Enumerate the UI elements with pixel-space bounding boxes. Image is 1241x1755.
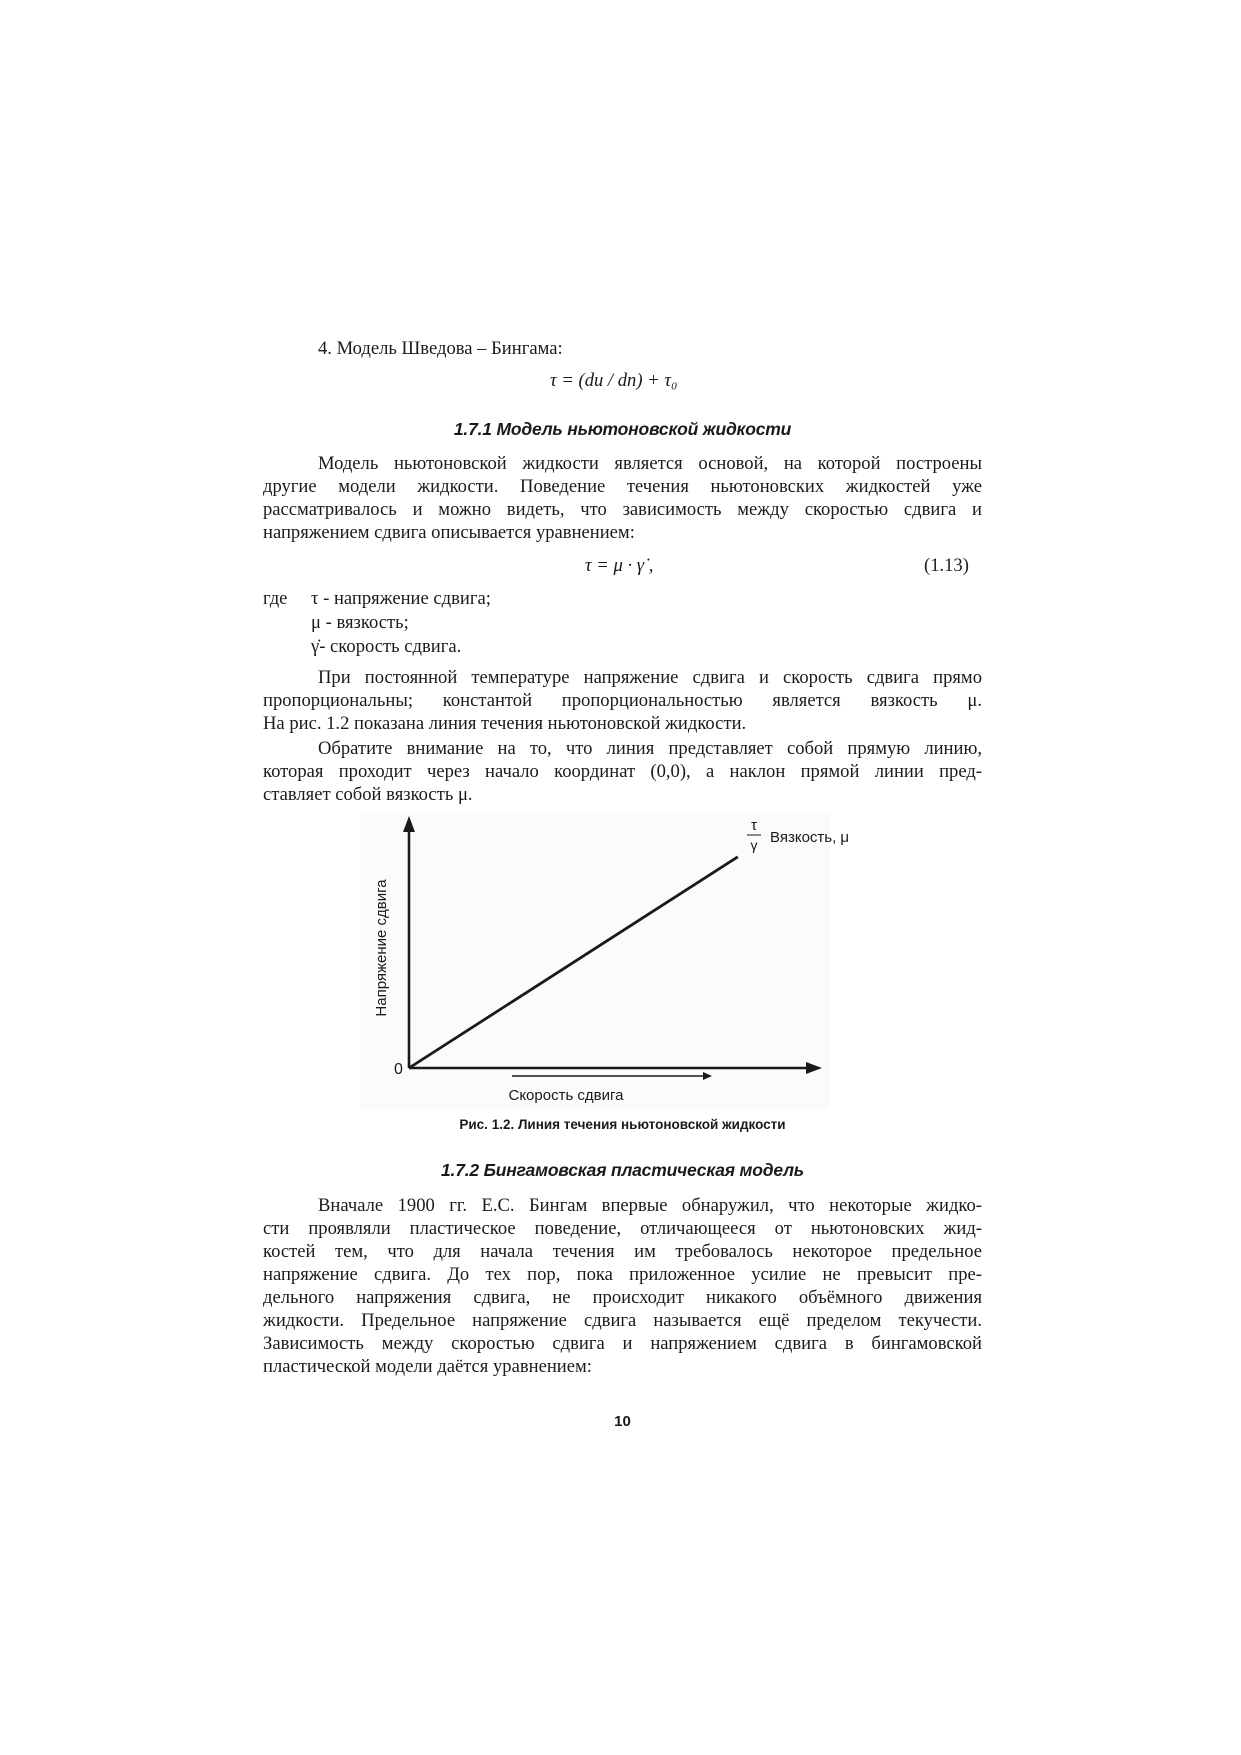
slope-numerator: τ	[751, 817, 757, 834]
text-line: На рис. 1.2 показана линия течения ньютоновской жидкости.	[263, 713, 747, 734]
section1-para2	[263, 666, 982, 735]
definition-tau: τ - напряжение сдвига;	[311, 588, 491, 609]
y-axis-label: Напряжение сдвига	[373, 879, 390, 1017]
text-line: При постоянной температуре напряжение сдвига и скорость сдвига прямо	[318, 667, 982, 688]
text-line: напряжение сдвига. До тех пор, пока приложенное усилие не превысит пре-	[263, 1264, 982, 1285]
text-line: напряжением сдвига описывается уравнением:	[263, 522, 635, 543]
text-line: которая проходит через начало координат (0,0), а наклон прямой линии пред-	[263, 761, 982, 782]
section1-para1	[263, 452, 982, 544]
equation-1-13: τ = μ · γ̇ ,	[585, 555, 654, 576]
text-line: пластической модели даётся уравнением:	[263, 1356, 592, 1377]
text-line: рассматривалось и можно видеть, что зависимость между скоростью сдвига и	[263, 499, 982, 520]
text-line: Вначале 1900 гг. Е.С. Бингам впервые обнаружил, что некоторые жидко-	[318, 1195, 982, 1216]
model4-formula: τ = (du / dn) + τ₀	[550, 370, 678, 391]
text-line: дельного напряжения сдвига, не происходит никакого объёмного движения	[263, 1287, 982, 1308]
text-line: жидкости. Предельное напряжение сдвига называется ещё пределом текучести.	[263, 1310, 982, 1331]
chart-background	[360, 812, 830, 1110]
x-axis-label: Скорость сдвига	[508, 1087, 624, 1104]
newtonian-flow-chart	[360, 812, 850, 1110]
definition-gamma: γ̇- скорость сдвига.	[311, 636, 462, 657]
figure-caption: Рис. 1.2. Линия течения ньютоновской жидкости	[459, 1117, 786, 1132]
page-number: 10	[614, 1413, 631, 1430]
where-label: где	[263, 588, 288, 609]
section1-para3	[263, 737, 982, 806]
section2-para1	[263, 1194, 982, 1378]
origin-label: 0	[394, 1061, 403, 1078]
slope-label: Вязкость, μ	[770, 829, 850, 846]
text-line: пропорциональны; константой пропорциональностью является вязкость μ.	[263, 690, 982, 711]
text-line: другие модели жидкости. Поведение течения ньютоновских жидкостей уже	[263, 476, 982, 497]
text-line: сти проявляли пластическое поведение, отличающееся от ньютоновских жид-	[263, 1218, 982, 1239]
section1-heading: 1.7.1 Модель ньютоновской жидкости	[453, 419, 792, 439]
text-line: Обратите внимание на то, что линия представляет собой прямую линию,	[318, 738, 982, 759]
model4-title: 4. Модель Шведова – Бингама:	[318, 338, 563, 359]
definition-mu: μ - вязкость;	[311, 612, 409, 633]
section2-heading: 1.7.2 Бингамовская пластическая модель	[441, 1160, 804, 1180]
equation-number: (1.13)	[924, 555, 969, 576]
text-line: костей тем, что для начала течения им требовалось некоторое предельное	[263, 1241, 982, 1262]
text-line: Модель ньютоновской жидкости является основой, на которой построены	[318, 453, 982, 474]
text-line: Зависимость между скоростью сдвига и напряжением сдвига в бингамовской	[263, 1333, 982, 1354]
slope-denominator: γ	[750, 837, 758, 853]
text-line: ставляет собой вязкость μ.	[263, 784, 473, 805]
